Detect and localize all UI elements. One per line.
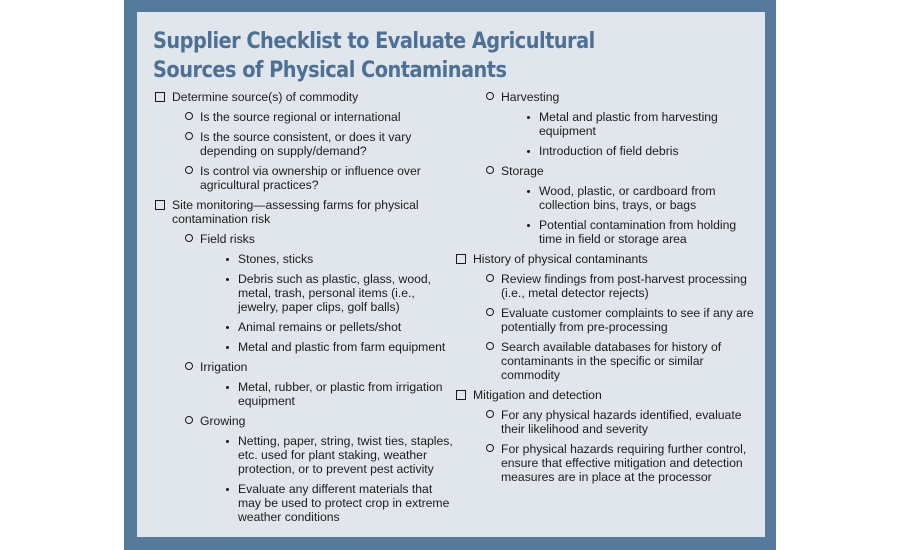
checklist-item [185, 130, 455, 158]
dot-bullet-icon [226, 488, 229, 491]
dot-bullet-icon [226, 440, 229, 443]
circle-bullet-icon [185, 234, 193, 242]
circle-bullet-icon [185, 416, 193, 424]
bullet-item: Introduction of field debris [525, 144, 756, 158]
item-label: Search available databases for history of contaminants in the specific or similar commodity [501, 340, 722, 382]
item-label: Review findings from post-harvest processing (i.e., metal detector rejects) [501, 272, 747, 300]
circle-bullet-icon [486, 342, 494, 350]
continued-section [456, 90, 756, 246]
right-column [456, 90, 756, 490]
circle-bullet-icon [185, 132, 193, 140]
bullet-item: Metal and plastic from harvesting equipment [525, 110, 756, 138]
circle-bullet-icon [486, 166, 494, 174]
checklist-panel [137, 12, 765, 537]
item-label: Storage [501, 164, 544, 178]
section-label: History of physical contaminants [473, 252, 648, 266]
bullet-item: Potential contamination from holding time in field or storage area [525, 218, 756, 246]
item-label: Is the source regional or international [200, 110, 401, 124]
circle-bullet-icon [486, 410, 494, 418]
circle-bullet-icon [486, 444, 494, 452]
page-title: Supplier Checklist to Evaluate Agricultural Sources of Physical Contaminants [153, 29, 595, 83]
bullet-item: Metal and plastic from farm equipment [224, 340, 455, 354]
checklist-item [486, 408, 756, 436]
checklist-item [185, 414, 455, 524]
checklist-item [486, 340, 756, 382]
checklist-item [185, 232, 455, 354]
checklist-item [185, 164, 455, 192]
checklist-item [486, 306, 756, 334]
dot-bullet-icon [527, 116, 530, 119]
bullet-item: Evaluate any different materials that may be used to protect crop in extreme weather conditions [224, 482, 455, 524]
item-label: Field risks [200, 232, 255, 246]
checklist-section [456, 388, 756, 484]
checkbox-square-icon [456, 254, 466, 264]
bullet-item: Stones, sticks [224, 252, 455, 266]
bullet-item: Wood, plastic, or cardboard from collection bins, trays, or bags [525, 184, 756, 212]
checkbox-square-icon [155, 200, 165, 210]
checklist-item [185, 110, 455, 124]
dot-bullet-icon [226, 386, 229, 389]
item-label: Is the source consistent, or does it vary depending on supply/demand? [200, 130, 412, 158]
checklist-item [486, 164, 756, 246]
item-label: Irrigation [200, 360, 248, 374]
dot-bullet-icon [226, 326, 229, 329]
checkbox-square-icon [456, 390, 466, 400]
circle-bullet-icon [486, 308, 494, 316]
dot-bullet-icon [226, 278, 229, 281]
section-label: Mitigation and detection [473, 388, 602, 402]
dot-bullet-icon [226, 346, 229, 349]
checklist-section [155, 90, 455, 192]
bullet-item: Animal remains or pellets/shot [224, 320, 455, 334]
checklist-item [486, 442, 756, 484]
item-label: Evaluate customer complaints to see if any are potentially from pre-processing [501, 306, 754, 334]
dot-bullet-icon [527, 150, 530, 153]
checklist-item [486, 272, 756, 300]
dot-bullet-icon [527, 190, 530, 193]
bullet-item: Debris such as plastic, glass, wood, metal, trash, personal items (i.e., jewelry, paper clips, golf balls) [224, 272, 455, 314]
dot-bullet-icon [527, 224, 530, 227]
bullet-item: Netting, paper, string, twist ties, staples, etc. used for plant staking, weather protection, or to prevent pest activity [224, 434, 455, 476]
item-label: Is control via ownership or influence over agricultural practices? [200, 164, 421, 192]
checklist-section [456, 252, 756, 382]
item-label: Harvesting [501, 90, 560, 104]
checklist-section [155, 198, 455, 524]
section-label: Site monitoring—assessing farms for physical contamination risk [172, 198, 419, 226]
circle-bullet-icon [486, 92, 494, 100]
section-label: Determine source(s) of commodity [172, 90, 359, 104]
bullet-item: Metal, rubber, or plastic from irrigation equipment [224, 380, 455, 408]
circle-bullet-icon [185, 112, 193, 120]
item-label: For physical hazards requiring further control, ensure that effective mitigation and detection measures are in place at the processor [501, 442, 747, 484]
left-column [155, 90, 455, 530]
circle-bullet-icon [486, 274, 494, 282]
checklist-item [185, 360, 455, 408]
item-label: For any physical hazards identified, evaluate their likelihood and severity [501, 408, 742, 436]
dot-bullet-icon [226, 258, 229, 261]
circle-bullet-icon [185, 166, 193, 174]
item-label: Growing [200, 414, 246, 428]
checkbox-square-icon [155, 92, 165, 102]
checklist-item [486, 90, 756, 158]
outer-frame [124, 0, 776, 550]
circle-bullet-icon [185, 362, 193, 370]
